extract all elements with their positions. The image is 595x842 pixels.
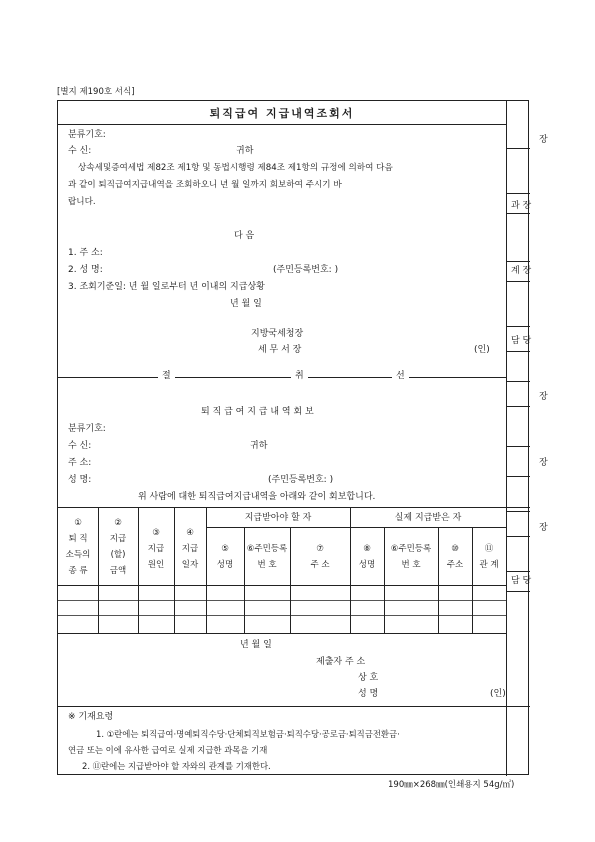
table-group-actual: 실제 지급받은 자 bbox=[394, 513, 462, 523]
query-address: 1. 주 소: bbox=[68, 248, 103, 258]
approval-head: 장 bbox=[539, 135, 548, 145]
notes-item1-line2: 연금 또는 이에 유사한 급여로 실제 지급한 과목을 기재 bbox=[68, 745, 268, 755]
query-body-line2: 과 같이 퇴직급여지급내역을 조회하오니 년 월 일까지 회보하여 주시기 바 bbox=[68, 180, 342, 190]
reply-statement: 위 사람에 대한 퇴직급여지급내역을 아래와 같이 회보합니다. bbox=[138, 492, 376, 502]
col-relationship: ⑪ 관 계 bbox=[479, 544, 499, 570]
query-ref-no: 분류기호: bbox=[68, 130, 106, 140]
submit-date: 년 월 일 bbox=[240, 640, 272, 650]
approval-head-2: 장 bbox=[539, 392, 548, 402]
reply-recipient-label: 수 신: bbox=[68, 441, 92, 451]
notes-heading: ※ 기재요령 bbox=[68, 712, 114, 722]
query-recipient-label: 수 신: bbox=[68, 146, 92, 156]
col-payment-reason: ③ 지급 원인 bbox=[147, 528, 165, 570]
submit-seal: (인) bbox=[490, 689, 506, 699]
reply-ref-no: 분류기호: bbox=[68, 424, 106, 434]
col-payment-date: ④ 지급 일자 bbox=[181, 528, 199, 570]
query-date: 년 월 일 bbox=[230, 299, 262, 309]
approval-head-4: 장 bbox=[539, 523, 548, 533]
reply-name: 성 명: bbox=[68, 475, 92, 485]
reply-address: 주 소: bbox=[68, 458, 92, 468]
query-rrn: (주민등록번호: ) bbox=[273, 265, 339, 275]
submit-trade-name: 상 호 bbox=[358, 673, 379, 683]
col-retirement-type: ① 퇴 직 소득의 종 류 bbox=[65, 518, 91, 576]
approval-head-3: 장 bbox=[539, 458, 548, 468]
query-office-regional: 지방국세청장 bbox=[251, 329, 304, 339]
col-payee-rrn: ⑥주민등록 번 호 bbox=[246, 544, 288, 570]
approval-staff-2: 담 당 bbox=[511, 576, 532, 586]
query-body-line1: 상속세및증여세법 제82조 제1항 및 동법시행령 제84조 제1항의 규정에 의하여 다음 bbox=[78, 163, 393, 173]
form-title: 퇴직급여 지급내역조회서 bbox=[209, 107, 355, 120]
query-office-tax: 세 무 서 장 bbox=[258, 345, 302, 355]
form-reference: [별지 제190호 서식] bbox=[57, 87, 135, 97]
query-heading: 다 음 bbox=[234, 231, 255, 241]
reply-rrn: (주민등록번호: ) bbox=[268, 475, 334, 485]
approval-section-chief: 과 장 bbox=[511, 201, 532, 211]
approval-team-chief: 계 장 bbox=[511, 266, 532, 276]
cut-line-3: 선 bbox=[392, 372, 409, 381]
col-payee-address: ⑦ 주 소 bbox=[310, 544, 330, 570]
query-name: 2. 성 명: bbox=[68, 265, 103, 275]
submit-address: 제출자 주 소 bbox=[316, 657, 366, 667]
cut-line-1: 절 bbox=[158, 372, 175, 381]
table-group-payee: 지급받아야 할 자 bbox=[244, 513, 312, 523]
query-recipient-suffix: 귀하 bbox=[236, 146, 254, 156]
col-actual-address: ⑩ 주소 bbox=[446, 544, 464, 570]
cut-line-2: 취 bbox=[291, 372, 308, 381]
notes-item2: 2. ⑪란에는 지급받아야 할 자와의 관계를 기재한다. bbox=[82, 761, 271, 771]
form-frame bbox=[57, 100, 548, 775]
notes-item1-line1: 1. ①란에는 퇴직급여·명예퇴직수당·단체퇴직보험금·퇴직수당·공로금·퇴직금전환금· bbox=[96, 729, 400, 739]
submit-name: 성 명 bbox=[358, 689, 379, 699]
col-actual-rrn: ⑥주민등록 번 호 bbox=[390, 544, 432, 570]
col-payment-amount: ② 지급 (할) 금액 bbox=[109, 518, 127, 576]
query-seal: (인) bbox=[474, 345, 490, 355]
col-payee-name: ⑤ 성명 bbox=[216, 544, 234, 570]
query-period: 3. 조회기준일: 년 월 일로부터 년 이내의 지급상황 bbox=[68, 282, 265, 292]
paper-spec: 190㎜×268㎜(인쇄용지 54g/㎡) bbox=[388, 780, 515, 790]
col-actual-name: ⑧ 성명 bbox=[358, 544, 376, 570]
reply-heading: 퇴 직 급 여 지 급 내 역 회 보 bbox=[201, 407, 314, 417]
reply-recipient-suffix: 귀하 bbox=[250, 441, 268, 451]
query-body-line3: 랍니다. bbox=[68, 197, 96, 207]
approval-staff: 담 당 bbox=[511, 336, 532, 346]
